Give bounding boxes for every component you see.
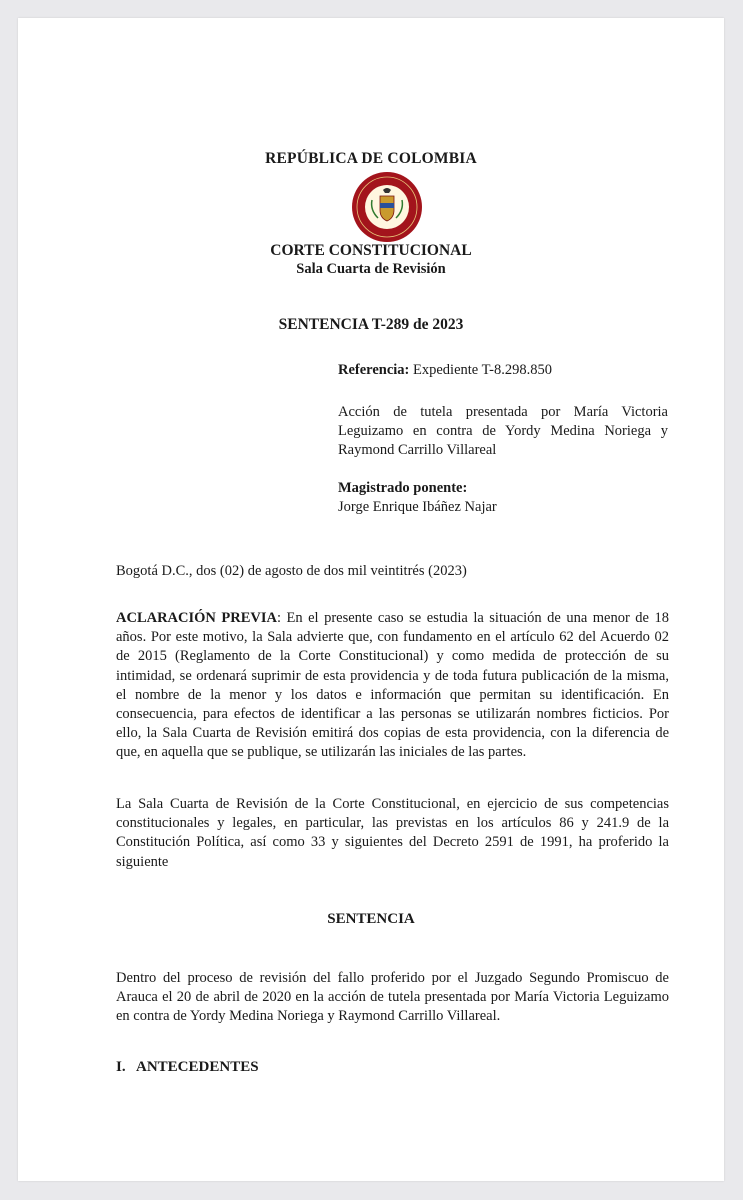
clarification-label: ACLARACIÓN PREVIA [116,610,277,626]
court-name: CORTE CONSTITUCIONAL [270,242,472,259]
country-heading: REPÚBLICA DE COLOMBIA [265,150,477,167]
clarification-text: : En el presente caso se estudia la situación de una menor de 18 años. Por este motivo, la Sala advierte que, con fundamento en el artículo 62 del Acuerdo 02 de 2015 (Reglamento de la Corte Constitucional) y como medida de protección de su intimidad, se ordenará suprimir de esta providencia y de toda futura publicación de la misma, el nombre de la menor y los datos e información que permitan su identificación. En consecuencia, para efectos de identificar a las personas se utilizarán nombres ficticios. Por ello, la Sala Cuarta de Revisión emitirá dos copias de esta providencia, con la diferencia de que, en aquella que se publique, se utilizarán las iniciales de las partes. [116,610,669,761]
clarification-paragraph [116,609,669,763]
court-seal-icon [350,170,424,244]
document-title: SENTENCIA T-289 de 2023 [278,316,464,333]
magistrate-name: Jorge Enrique Ibáñez Najar [338,499,497,515]
date-line: Bogotá D.C., dos (02) de agosto de dos mil veintitrés (2023) [116,563,467,579]
magistrate-block [338,479,668,517]
reference-label: Referencia: [338,362,410,378]
section-heading-text: I. ANTECEDENTES [116,1059,259,1075]
sentencia-heading: SENTENCIA [327,911,415,927]
section-heading-antecedentes [116,1059,259,1076]
jurisdiction-paragraph: La Sala Cuarta de Revisión de la Corte Constitucional, en ejercicio de sus competencias constitucionales y legales, en particular, las previstas en los artículos 86 y 241.9 de la Constitución Política, así como 33 y siguientes del Decreto 2591 de 1991, ha proferido la siguiente [116,796,669,870]
document-page [18,18,724,1181]
magistrate-label: Magistrado ponente: [338,480,468,496]
action-description: Acción de tutela presentada por María Victoria Leguizamo en contra de Yordy Medina Noriega y Raymond Carrillo Villareal [338,404,668,458]
reference-line [338,361,668,380]
reference-value: Expediente T-8.298.850 [413,362,552,378]
proceedings-paragraph: Dentro del proceso de revisión del fallo proferido por el Juzgado Segundo Promiscuo de Arauca el 20 de abril de 2020 en la acción de tutela presentada por María Victoria Leguizamo en contra de Yordy Medina Noriega y Raymond Carrillo Villareal. [116,970,669,1025]
chamber-name: Sala Cuarta de Revisión [296,261,446,277]
